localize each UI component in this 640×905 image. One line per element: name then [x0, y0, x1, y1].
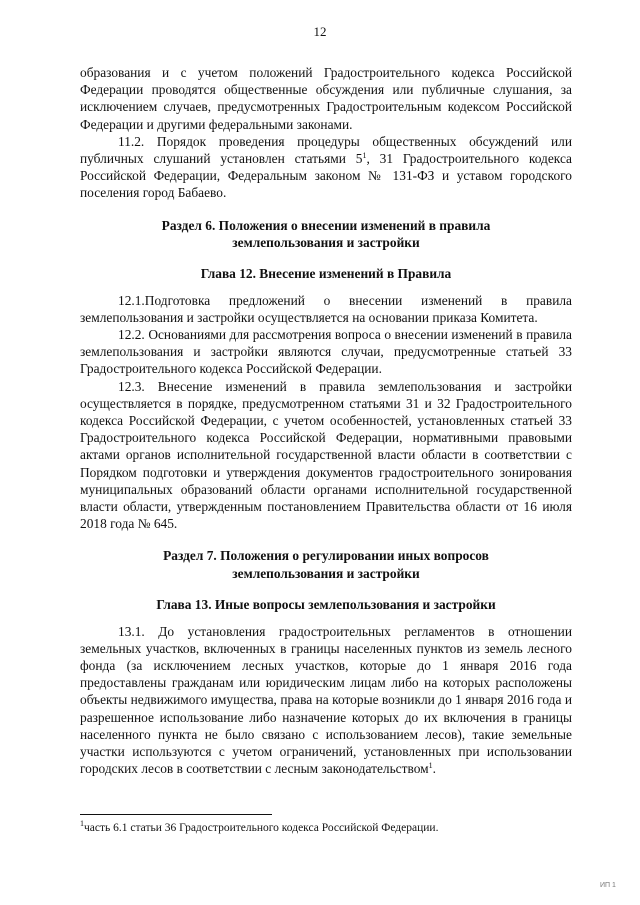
- footnote-text: часть 6.1 статьи 36 Градостроительного кодекса Российской Федерации.: [84, 822, 439, 834]
- paragraph-11-2: [80, 133, 572, 202]
- paragraph-12-3: 12.3. Внесение изменений в правила землепользования и застройки осуществляется в порядке, предусмотренном статьями 31 и 32 Градостроительного кодекса Российской Федерации, с учетом особенностей, установленных статьей 33 Градостроительного кодекса Российской Федерации, нормативными правовыми актами органов исполнительной государственной власти области в соответствии с Порядком подготовки и утверждения документов градостроительного зонирования муниципальных образований области органами исполнительной государственной власти области, утвержденным постановлением Правительства области от 16 июля 2018 года № 645.: [80, 378, 572, 532]
- paragraph-13-1-end: .: [432, 761, 436, 777]
- chapter-13-heading: Глава 13. Иные вопросы землепользования и застройки: [156, 597, 496, 613]
- section-6-heading-line2: землепользования и застройки: [232, 235, 420, 251]
- superscript-marker: 1: [362, 151, 367, 161]
- paragraph-12-1: 12.1.Подготовка предложений о внесении изменений в правила землепользования и застройки осуществляется на основании приказа Комитета.: [80, 292, 572, 325]
- paragraph-13-1-text: 13.1. До установления градостроительных регламентов в отношении земельных участков, включенных в границы населенных пунктов из земель лесного фонда (за исключением лесных участков, которые до 1 января 2016 года предоставлены гражданам или юридическим лицам либо на которых расположены объекты недвижимого имущества, права на которые возникли до 1 января 2016 года и разрешенное использование либо назначение которых до их включения в границы населенного пункта не было связано с использованием лесов), такие земельные участки используются с учетом ограничений, установленных при использовании городских лесов в соответствии с лесным законодательством: [80, 623, 572, 777]
- section-7-heading-line1: Раздел 7. Положения о регулировании иных вопросов: [163, 548, 489, 564]
- paragraph-13-1: [80, 623, 572, 778]
- footnote-separator: [80, 814, 272, 815]
- paragraph-11-2-text: 11.2. Порядок проведения процедуры общественных обсуждений или публичных слушаний установлен статьями 5: [80, 133, 572, 167]
- paragraph-continuation: образования и с учетом положений Градостроительного кодекса Российской Федерации проводятся общественные обсуждения или публичные слушания, за исключением случаев, предусмотренных Градостроительным кодексом Российской Федерации и другими федеральными законами.: [80, 65, 572, 132]
- footnote: [80, 821, 580, 835]
- section-7-heading-line2: землепользования и застройки: [232, 565, 420, 581]
- section-6-heading-line1: Раздел 6. Положения о внесении изменений в правила: [161, 217, 491, 233]
- section-7-heading: [80, 547, 572, 582]
- document-body: [80, 64, 572, 777]
- corner-mark: ИП 1: [600, 882, 616, 889]
- paragraph-11-2-text-end: , 31 Градостроительного кодекса Российской Федерации, Федеральным законом № 131-ФЗ и уставом городского поселения город Бабаево.: [80, 151, 572, 201]
- section-6-heading: [80, 217, 572, 252]
- footnote-reference: 1: [428, 761, 433, 771]
- footnote-marker: 1: [80, 819, 84, 828]
- chapter-12-heading: Глава 12. Внесение изменений в Правила: [200, 266, 452, 282]
- page-number: 12: [313, 24, 327, 39]
- paragraph-12-2: 12.2. Основаниями для рассмотрения вопроса о внесении изменений в правила землепользования и застройки являются случаи, предусмотренные статьей 33 Градостроительного кодекса Российской Федерации.: [80, 327, 572, 377]
